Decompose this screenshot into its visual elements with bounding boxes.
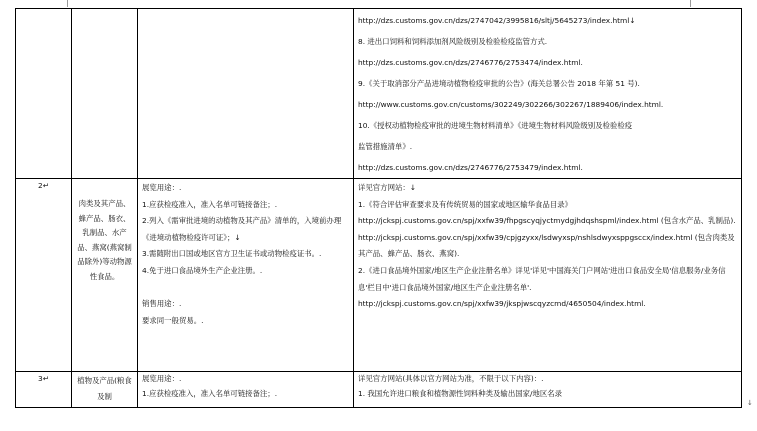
row-number-cell: 2↵: [16, 179, 72, 372]
category-cell: 植物及产品(粮食及制: [72, 372, 138, 408]
source-link-text: http://dzs.customs.gov.cn/dzs/2746776/2753474/index.html.: [358, 58, 583, 67]
source-link-text: http://dzs.customs.gov.cn/dzs/2746776/2753479/index.html.: [358, 163, 583, 172]
category-cell: 肉类及其产品、蜂产品、肠衣、乳制品、水产品、燕窝(燕窝制品除外)等动物源性食品。: [72, 179, 138, 372]
page-corner-mark-right: [690, 0, 698, 7]
requirement-item: 要求同一般贸易。.: [142, 315, 204, 325]
source-link-text: http://www.customs.gov.cn/customs/302249/302266/302267/1889406/index.html.: [358, 100, 664, 109]
requirement-item: 1.应获检疫准入，准入名单可链接备注；.: [142, 388, 278, 398]
requirement-item: 3.需随附出口国或地区官方卫生证书或动物检疫证书。.: [142, 249, 322, 259]
requirement-heading: 销售用途：.: [142, 299, 182, 309]
row-number-cell: 3↵: [16, 372, 72, 408]
table-row: [16, 9, 742, 179]
source-item: 8. 进出口饲料和饲料添加剂风险级别及检验检疫监管方式.: [358, 37, 548, 46]
source-link-text: http://dzs.customs.gov.cn/dzs/2747042/3995816/sltj/5645273/index.html↓: [358, 16, 636, 25]
category-cell: [72, 9, 138, 179]
import-requirements-table: [15, 8, 742, 408]
source-link-text: http://jckspj.customs.gov.cn/spj/xxfw39/cpjgzyxx/lsdwyxsp/nshlsdwyxsppgsccx/index.html (包含肉类及其产品、蜂产品、肠衣、燕窝).: [358, 232, 735, 259]
requirements-cell: [138, 179, 354, 372]
page-corner-mark-left: [60, 0, 68, 7]
source-item: 10.《授权动植物检疫审批的进境生物材料清单》《进境生物材料风险级别及检验检疫: [358, 121, 633, 130]
requirement-heading: 展览用途：.: [142, 374, 182, 383]
source-link-text: http://jckspj.customs.gov.cn/spj/xxfw39/jkspjwscqyzcmd/4650504/index.html.: [358, 299, 646, 309]
requirement-item: 4.免于进口食品境外生产企业注册。.: [142, 265, 263, 275]
source-item: 2.《进口食品境外国家/地区生产企业注册名单》详见'详见'中国海关门户网站'进出口食品安全局'信息服务/业务信息'栏目中'进口食品境外国家/地区生产企业注册名单'.: [358, 265, 726, 292]
table-row: [16, 179, 742, 372]
source-item: 1. 我国允许进口粮食和植物源性饲料种类及输出国家/地区名录: [358, 388, 563, 398]
paragraph-mark: ↓: [747, 399, 753, 407]
source-link-text: http://jckspj.customs.gov.cn/spj/xxfw39/fhpgscyqjyctmydgjhdqshspml/index.html (包含水产品、乳制品).: [358, 216, 736, 226]
requirement-spacer: [142, 280, 349, 297]
requirement-heading: 展览用途：.: [142, 183, 182, 192]
source-heading: 详见官方网站(具体以官方网站为准，不限于以下内容)：.: [358, 374, 544, 383]
source-item: 1.《符合评估审查要求及有传统贸易的国家或地区输华食品目录》: [358, 199, 572, 209]
row-number-cell: [16, 9, 72, 179]
requirement-item: 1.应获检疫准入，准入名单可链接备注；.: [142, 199, 278, 209]
table-row: [16, 372, 742, 408]
requirement-item: 2.列入《需审批进境的动植物及其产品》清单的，入境前办理《进境动植物检疫许可证》；↓: [142, 216, 342, 242]
source-item: 监管措施清单》.: [358, 142, 413, 151]
sources-cell: [354, 179, 742, 372]
requirements-cell: [138, 372, 354, 408]
sources-cell: [354, 372, 742, 408]
source-heading: 详见官方网站：↓: [358, 183, 416, 192]
requirements-cell: [138, 9, 354, 179]
source-item: 9.《关于取消部分产品进境动植物检疫审批的公告》(海关总署公告 2018 年第 51 号).: [358, 79, 640, 88]
sources-cell: [354, 9, 742, 179]
